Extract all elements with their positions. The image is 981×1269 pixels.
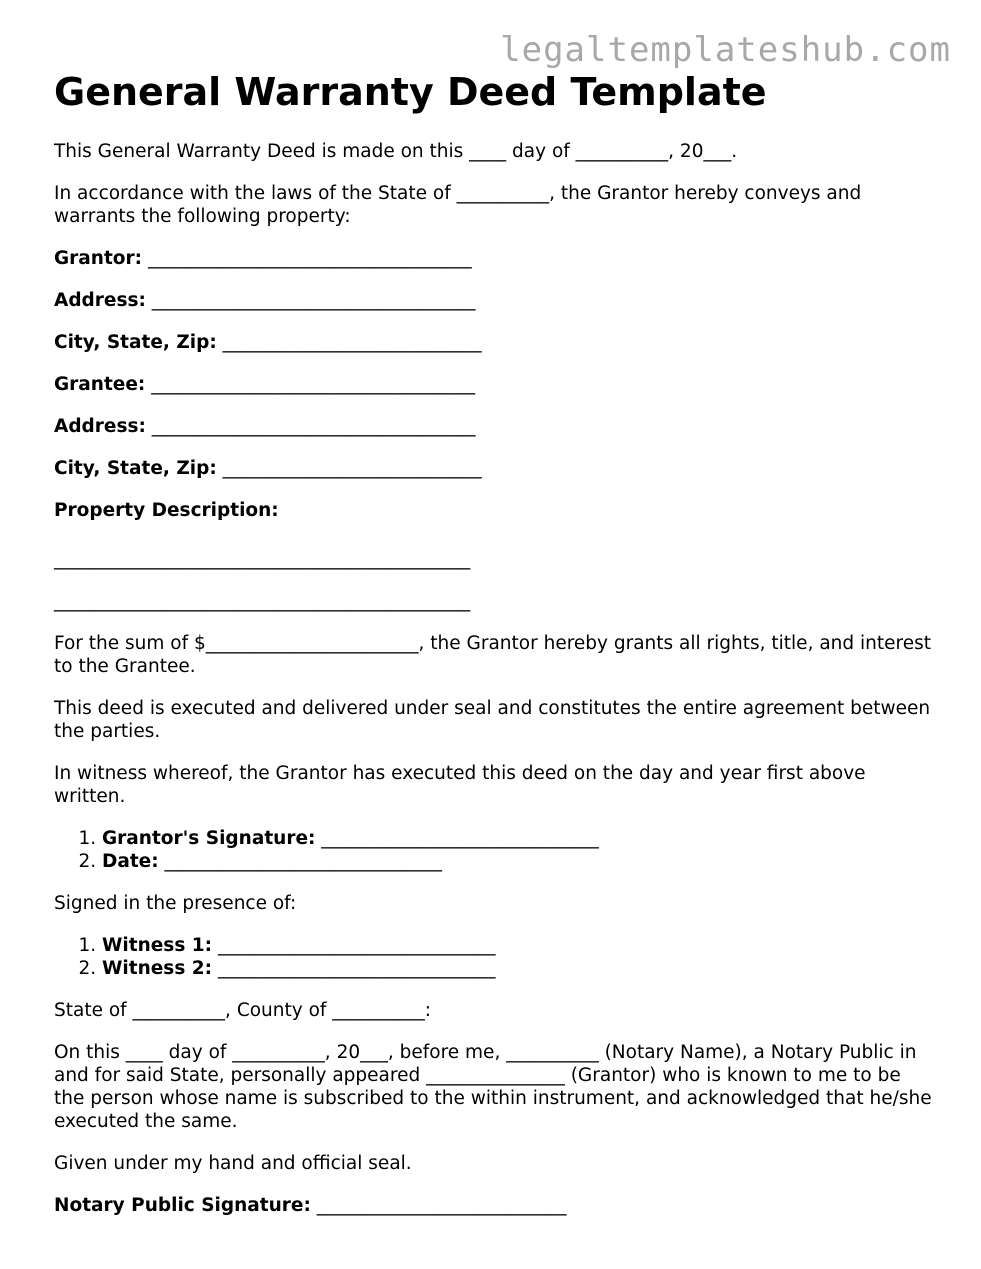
field-label: Address: <box>54 416 146 437</box>
field-grantor-city <box>54 331 934 354</box>
field-grantee-city <box>54 457 934 480</box>
notary-signature-blank: ___________________________ <box>316 1195 567 1216</box>
notary-signature-label: Notary Public Signature: <box>54 1195 311 1216</box>
watermark: legaltemplateshub.com <box>500 30 951 70</box>
field-blank: ___________________________________ <box>151 416 476 437</box>
property-description-label <box>54 499 934 522</box>
list-item <box>102 934 934 957</box>
field-label: Grantee: <box>54 374 146 395</box>
intro-paragraph: This General Warranty Deed is made on this ____ day of __________, 20___. <box>54 141 738 162</box>
sum-paragraph: For the sum of $_______________________, the Grantor hereby grants all rights, title, and interest to the Grantee. <box>54 633 931 677</box>
property-label-text: Property Description: <box>54 500 279 521</box>
field-blank: ___________________________________ <box>147 248 472 269</box>
field-blank: ____________________________ <box>222 332 482 353</box>
list-item <box>102 827 934 850</box>
list-label: Witness 2: <box>102 958 213 979</box>
presence-paragraph: Signed in the presence of: <box>54 893 297 914</box>
property-line-1: _____________________________________________ <box>54 549 471 570</box>
accordance-paragraph: In accordance with the laws of the State of __________, the Grantor hereby conveys and warrants the following property: <box>54 183 862 227</box>
state-county-paragraph: State of __________, County of __________: <box>54 1000 432 1021</box>
field-label: Grantor: <box>54 248 143 269</box>
document-body <box>54 140 934 1236</box>
field-grantor-address <box>54 289 934 312</box>
list-label: Grantor's Signature: <box>102 828 316 849</box>
list-blank: ______________________________ <box>164 851 443 872</box>
notary-paragraph: On this ____ day of __________, 20___, before me, __________ (Notary Name), a Notary Public in and for said State, personally appeared _______________ (Grantor) who is known to me to be the person whose name is subscribed to the within instrument, and acknowledged that he/she executed the same. <box>54 1042 932 1132</box>
given-paragraph: Given under my hand and official seal. <box>54 1153 412 1174</box>
list-item <box>102 957 934 980</box>
field-grantee-address <box>54 415 934 438</box>
field-label: Address: <box>54 290 146 311</box>
field-blank: ____________________________ <box>222 458 482 479</box>
field-label: City, State, Zip: <box>54 458 217 479</box>
signature-list <box>54 827 934 873</box>
executed-paragraph: This deed is executed and delivered under seal and constitutes the entire agreement between the parties. <box>54 698 931 742</box>
field-blank: ___________________________________ <box>151 374 475 395</box>
page-title: General Warranty Deed Template <box>54 70 767 114</box>
list-blank: ______________________________ <box>321 828 599 849</box>
witness-list <box>54 934 934 980</box>
field-blank: ___________________________________ <box>151 290 476 311</box>
list-item <box>102 850 934 873</box>
list-label: Date: <box>102 851 159 872</box>
witness-whereof-paragraph: In witness whereof, the Grantor has executed this deed on the day and year first above written. <box>54 763 866 807</box>
field-grantee <box>54 373 934 396</box>
list-blank: ______________________________ <box>217 958 496 979</box>
list-label: Witness 1: <box>102 935 213 956</box>
list-blank: ______________________________ <box>217 935 496 956</box>
notary-signature-line <box>54 1194 934 1217</box>
property-line-2: _____________________________________________ <box>54 591 471 612</box>
field-grantor <box>54 247 934 270</box>
field-label: City, State, Zip: <box>54 332 217 353</box>
